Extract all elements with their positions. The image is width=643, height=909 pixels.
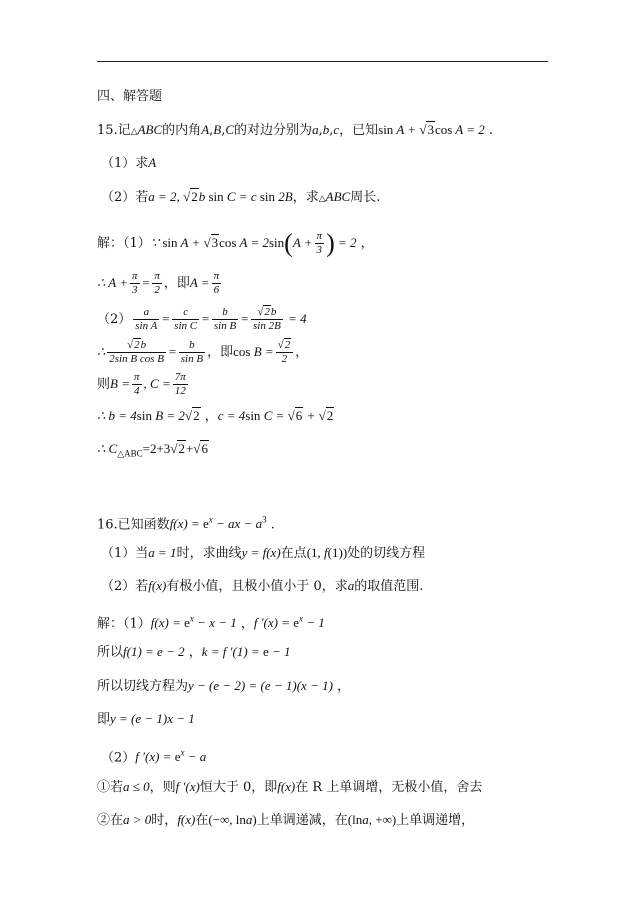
q15-sol-6: ∴ b = 4sin B = 2√2 ，c = 4sin C = √6 + √2 (97, 408, 334, 424)
q16-sol-4: 即y = (e − 1)x − 1 (97, 711, 195, 727)
q15-stem: 15.记△ABC的内角A,B,C的对边分别为a,b,c，已知sin A + √3cos A = 2 . (97, 122, 494, 138)
q15-sol-5: 则B = $\frac{\pi}{4}$ , C = $\frac{7\pi}{12}$ (97, 371, 186, 397)
q16-sol-6: ①若a ≤ 0，则f ′(x)恒大于 0，即f(x)在 R 上单调增，无极小值，舍去 (97, 779, 483, 795)
q16-sol-2: 所以f(1) = e − 2 ，k = f ′(1) = e − 1 (97, 644, 291, 660)
q16-sol-7: ②在a > 0时，f(x)在(−∞, lna)上单调递减，在(lna, +∞)上单调递增， (97, 812, 475, 828)
q16-sol-1: 解：$(1)f(x) = e^x - x - 1$ ，f $'(x) = e^x - 1$ (97, 614, 325, 632)
q16-part2: （2）若f(x)有极小值，且极小值小于 0，求a的取值范围. (101, 578, 424, 594)
q15-sol-4: ∴ $\frac{√2b}{\text{2sin B cos B}}$ = $\frac{b}{\text{sin B}}$ ，即cos B = $\frac{√2}{2}$ ， (97, 339, 309, 365)
q16-sol-3: 所以切线方程为y − (e − 2) = (e − 1)(x − 1) ， (97, 678, 351, 694)
q15-sol-7: ∴ $C_{\triangle ABC}=2+3√2+√6$ (97, 441, 208, 459)
q15-sol-3: （2） $\frac{a}{\text{sin A}}$ = $\frac{c}{\text{sin C}}$ = $\frac{b}{\text{sin B}}$ = $\frac{√2b}{\sin 2B}$ = 4 (97, 306, 307, 332)
section-heading: 四、解答题 (97, 89, 163, 104)
q15-part2: （2）若a = 2, √2b sin C = c sin 2B，求△ABC周长. (101, 189, 381, 205)
q15-part1: （1）求A (101, 155, 157, 171)
q15-sol-2: ∴ A + $\frac{\pi}{3}$ = $\frac{\pi}{2}$ ，即A = $\frac{\pi}{6}$ (97, 270, 220, 296)
q16-sol-5: （2）f $'(x) = e^x - a$ (101, 748, 207, 766)
q15-sol-1: 解：（1）∵ sin A + √3cos A = 2sin(A + $\frac{\pi}{3}$ ) = 2 ， (97, 228, 374, 258)
q16-part1: （1）当a = 1时，求曲线y = f(x)在点(1, f(1))处的切线方程 (101, 545, 426, 561)
q16-stem: 16.已知函数$f(x) = e^x$ − ax − $a^3$ . (97, 515, 275, 533)
header-rule (97, 61, 548, 62)
